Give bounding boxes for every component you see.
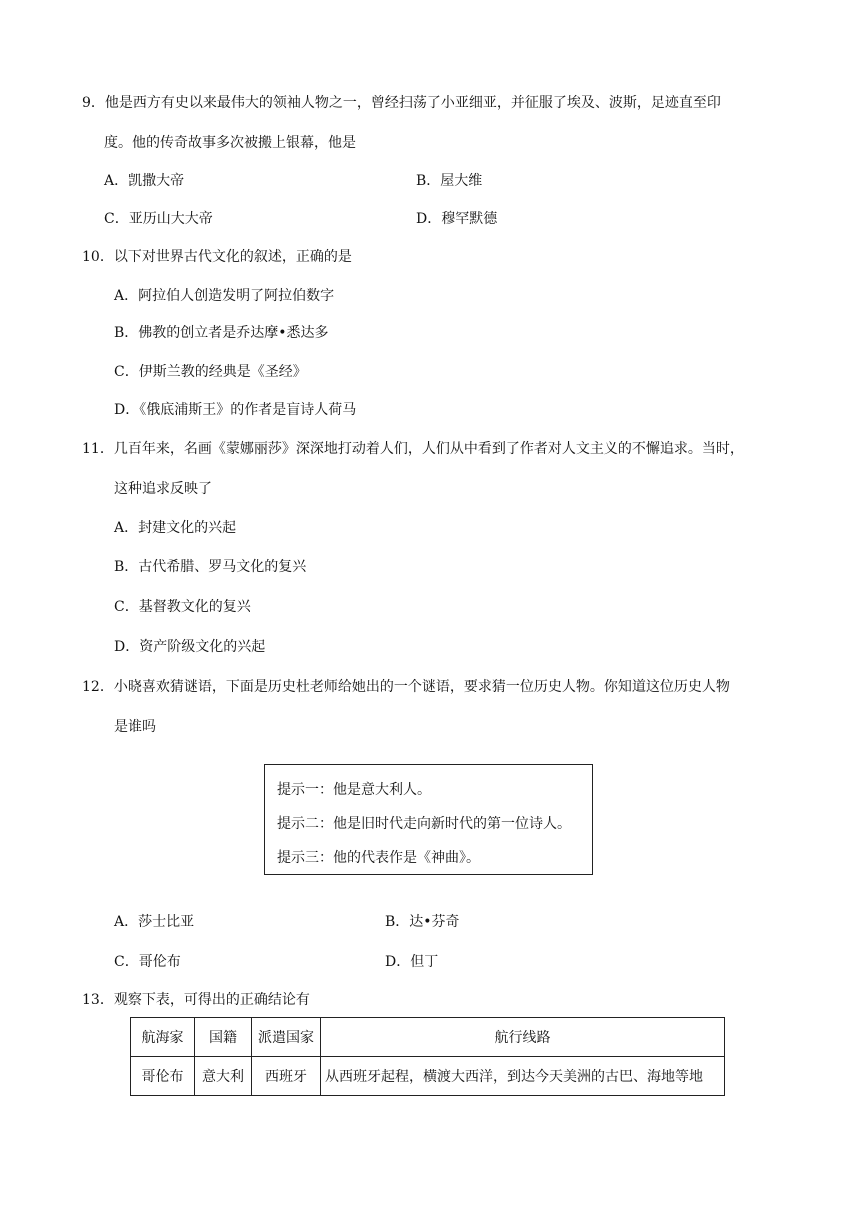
table-header-cell: 航行线路 [321,1018,725,1057]
q9-option-c[interactable]: C．亚历山大大帝 [104,211,213,227]
navigator-table [130,1017,725,1096]
q12-option-a[interactable]: A．莎士比亚 [114,914,195,930]
q11-option-c[interactable]: C．基督教文化的复兴 [114,599,251,615]
q9-option-a[interactable]: A．凯撒大帝 [104,173,185,189]
question-13-line-1 [82,989,310,1009]
q9-option-b[interactable]: B．屋大维 [416,173,483,189]
question-10-line-1 [82,246,352,266]
q9-option-d[interactable]: D．穆罕默德 [416,211,498,227]
table-cell: 意大利 [195,1057,252,1096]
q12-option-d[interactable]: D．但丁 [385,954,439,970]
hint-3: 提示三：他的代表作是《神曲》。 [277,850,480,866]
table-header-cell: 航海家 [131,1018,195,1057]
hint-2: 提示二：他是旧时代走向新时代的第一位诗人。 [277,816,571,832]
q12-option-c[interactable]: C．哥伦布 [114,954,181,970]
table-cell: 哥伦布 [131,1057,195,1096]
q11-option-b[interactable]: B．古代希腊、罗马文化的复兴 [114,559,307,575]
question-text: 观察下表，可得出的正确结论有 [113,992,310,1008]
q10-option-a[interactable]: A．阿拉伯人创造发明了阿拉伯数字 [114,288,335,304]
question-12-line-1 [82,676,730,696]
question-number: 11． [82,441,114,457]
q11-option-d[interactable]: D．资产阶级文化的兴起 [114,639,266,655]
question-11-line-2: 这种追求反映了 [114,481,212,497]
table-header-cell: 国籍 [195,1018,252,1057]
table-header-row [131,1018,725,1057]
riddle-hint-box [264,764,593,875]
question-11-line-1 [82,438,744,458]
question-number: 9． [82,95,105,111]
question-text: 几百年来，名画《蒙娜丽莎》深深地打动着人们，人们从中看到了作者对人文主义的不懈追求。当时， [113,441,744,457]
q10-option-b[interactable]: B．佛教的创立者是乔达摩•悉达多 [114,325,329,341]
table-cell: 从西班牙起程，横渡大西洋，到达今天美洲的古巴、海地等地 [321,1057,725,1096]
q10-option-d[interactable]: D．《俄底浦斯王》的作者是盲诗人荷马 [114,402,357,418]
table-row [131,1057,725,1096]
q10-option-c[interactable]: C．伊斯兰教的经典是《圣经》 [114,364,307,380]
table-cell: 西班牙 [252,1057,321,1096]
question-text: 以下对世界古代文化的叙述，正确的是 [113,249,352,265]
question-number: 13． [82,992,114,1008]
q11-option-a[interactable]: A．封建文化的兴起 [114,520,237,536]
question-text: 他是西方有史以来最伟大的领袖人物之一，曾经扫荡了小亚细亚，并征服了埃及、波斯，足迹直至印 [104,95,721,111]
table-header-cell: 派遣国家 [252,1018,321,1057]
question-number: 12． [82,679,114,695]
question-text: 小晓喜欢猜谜语，下面是历史杜老师给她出的一个谜语，要求猜一位历史人物。你知道这位历史人物 [113,679,730,695]
question-9-line-1 [82,92,721,112]
question-9-line-2: 度。他的传奇故事多次被搬上银幕，他是 [104,135,356,151]
q12-option-b[interactable]: B．达•芬奇 [385,914,460,930]
question-number: 10． [82,249,114,265]
question-12-line-2: 是谁吗 [114,719,156,735]
hint-1: 提示一：他是意大利人。 [277,782,431,798]
